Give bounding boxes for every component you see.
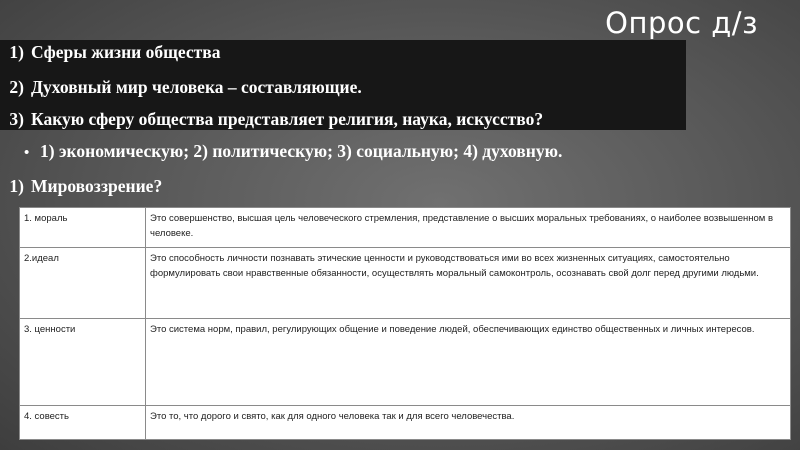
definition-cell: Это способность личности познавать этические ценности и руководствоваться ими во всех жизненных ситуациях, самостоятельно формулировать свои нравственные обязанности, осуществлять моральный самоконтроль, осознавать свой долг перед другими людьми. [146, 248, 791, 319]
slide-title: Опрос д/з [605, 6, 758, 40]
table-row [20, 208, 791, 248]
question-1 [0, 42, 220, 63]
question-2 [0, 77, 362, 98]
definition-cell: Это совершенство, высшая цель человеческого стремления, представление о высших моральных требованиях, о наиболее возвышенном в человеке. [146, 208, 791, 248]
question-text: Какую сферу общества представляет религия, наука, искусство? [31, 109, 544, 129]
question-number: 3) [9, 109, 24, 129]
question-number: 2) [9, 77, 24, 97]
term-cell: 4. совесть [20, 406, 146, 440]
definitions-table [19, 207, 791, 440]
answer-options-text: 1) экономическую; 2) политическую; 3) социальную; 4) духовную. [40, 141, 563, 161]
table-row [20, 248, 791, 319]
question-number: 1) [9, 176, 24, 196]
definition-cell: Это система норм, правил, регулирующих общение и поведение людей, обеспечивающих единство общественных и личных интересов. [146, 319, 791, 406]
question-text: Духовный мир человека – составляющие. [31, 77, 362, 97]
question-3 [0, 109, 543, 130]
term-cell: 2.идеал [20, 248, 146, 319]
question-worldview [0, 176, 162, 197]
question-text: Сферы жизни общества [31, 42, 221, 62]
term-cell: 1. мораль [20, 208, 146, 248]
question-text: Мировоззрение? [31, 176, 163, 196]
term-cell: 3. ценности [20, 319, 146, 406]
answer-options [24, 141, 562, 162]
bullet-icon: • [24, 145, 30, 161]
question-number: 1) [9, 42, 24, 62]
definition-cell: Это то, что дорого и свято, как для одного человека так и для всего человечества. [146, 406, 791, 440]
table-row [20, 319, 791, 406]
table-row [20, 406, 791, 440]
